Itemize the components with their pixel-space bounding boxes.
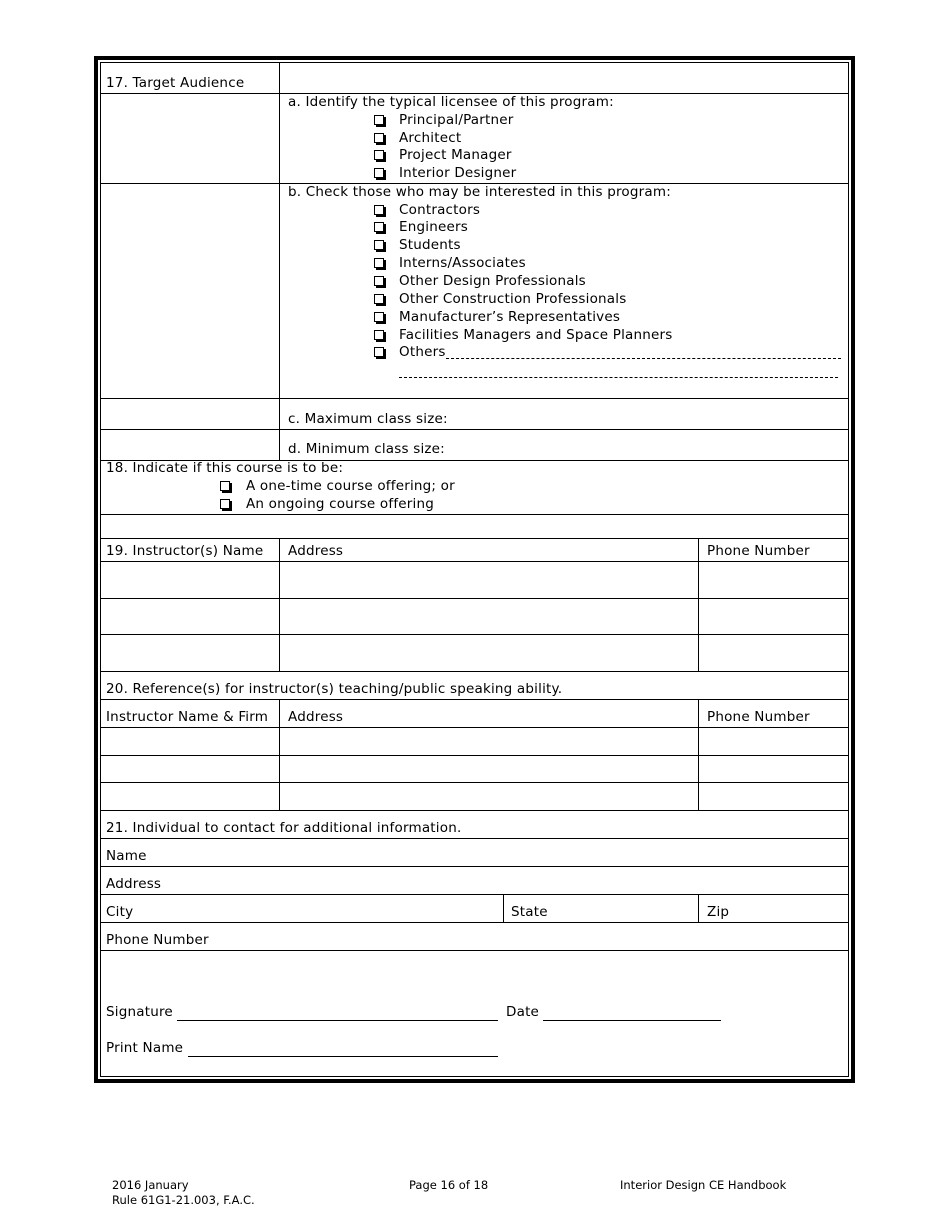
reference-address-header: Address <box>288 709 344 725</box>
row-divider <box>100 634 849 635</box>
option-label: Others <box>399 344 446 360</box>
contact-state-label: State <box>511 904 548 920</box>
signature-label: Signature <box>106 1004 173 1020</box>
row-divider <box>100 538 849 539</box>
contact-phone-label: Phone Number <box>106 932 209 948</box>
contact-name-label: Name <box>106 848 147 864</box>
phone-header: Phone Number <box>707 543 810 559</box>
column-divider <box>279 62 280 460</box>
address-header: Address <box>288 543 344 559</box>
references-label: 20. Reference(s) for instructor(s) teaching/public speaking ability. <box>106 681 563 697</box>
date-line[interactable] <box>543 1020 721 1021</box>
column-divider <box>279 699 280 810</box>
row-divider <box>100 398 849 399</box>
row-divider <box>100 755 849 756</box>
target-audience-label: 17. Target Audience <box>106 75 245 91</box>
checkbox-architect[interactable] <box>374 133 384 143</box>
option-label: Other Construction Professionals <box>399 291 627 307</box>
checkbox-principal-partner[interactable] <box>374 115 384 125</box>
instructor-name-header: 19. Instructor(s) Name <box>106 543 264 559</box>
checkbox-engineers[interactable] <box>374 222 384 232</box>
row-divider <box>100 894 849 895</box>
contact-label: 21. Individual to contact for additional information. <box>106 820 462 836</box>
row-divider <box>100 810 849 811</box>
row-divider <box>100 699 849 700</box>
row-divider <box>100 922 849 923</box>
checkbox-contractors[interactable] <box>374 205 384 215</box>
max-class-size-label: c. Maximum class size: <box>288 411 448 427</box>
checkbox-students[interactable] <box>374 240 384 250</box>
checkbox-others[interactable] <box>374 347 384 357</box>
row-divider <box>100 727 849 728</box>
column-divider <box>279 538 280 671</box>
row-divider <box>100 950 849 951</box>
option-label: Manufacturer’s Representatives <box>399 309 621 325</box>
checkbox-facilities-managers[interactable] <box>374 330 384 340</box>
others-fill-line[interactable] <box>446 358 841 359</box>
option-label: Architect <box>399 130 462 146</box>
footer-page-number: Page 16 of 18 <box>409 1178 489 1192</box>
option-label: Students <box>399 237 461 253</box>
option-label: Interns/Associates <box>399 255 526 271</box>
reference-phone-header: Phone Number <box>707 709 810 725</box>
row-divider <box>100 561 849 562</box>
column-divider <box>698 894 699 922</box>
course-type-label: 18. Indicate if this course is to be: <box>106 460 344 476</box>
checkbox-project-manager[interactable] <box>374 150 384 160</box>
licensee-prompt: a. Identify the typical licensee of this program: <box>288 94 614 110</box>
contact-city-label: City <box>106 904 134 920</box>
option-label: Contractors <box>399 202 481 218</box>
checkbox-interior-designer[interactable] <box>374 168 384 178</box>
checkbox-manufacturers-representatives[interactable] <box>374 312 384 322</box>
others-fill-line-2[interactable] <box>399 377 838 378</box>
reference-name-header: Instructor Name & Firm <box>106 709 269 725</box>
row-divider <box>100 598 849 599</box>
contact-zip-label: Zip <box>707 904 730 920</box>
option-label: A one-time course offering; or <box>246 478 455 494</box>
date-label: Date <box>506 1004 540 1020</box>
option-label: Engineers <box>399 219 468 235</box>
interested-prompt: b. Check those who may be interested in this program: <box>288 184 671 200</box>
option-label: Project Manager <box>399 147 512 163</box>
footer-date: 2016 January <box>112 1178 189 1192</box>
footer-rule: Rule 61G1-21.003, F.A.C. <box>112 1193 255 1207</box>
footer-handbook-title: Interior Design CE Handbook <box>620 1178 787 1192</box>
print-name-line[interactable] <box>188 1056 498 1057</box>
print-name-label: Print Name <box>106 1040 184 1056</box>
option-label: Interior Designer <box>399 165 517 181</box>
option-label: An ongoing course offering <box>246 496 435 512</box>
checkbox-ongoing-offering[interactable] <box>220 499 230 509</box>
checkbox-interns-associates[interactable] <box>374 258 384 268</box>
checkbox-one-time-offering[interactable] <box>220 481 230 491</box>
row-divider <box>100 429 849 430</box>
contact-address-label: Address <box>106 876 162 892</box>
checkbox-other-construction-professionals[interactable] <box>374 294 384 304</box>
row-divider <box>100 671 849 672</box>
option-label: Other Design Professionals <box>399 273 586 289</box>
option-label: Principal/Partner <box>399 112 514 128</box>
column-divider <box>698 538 699 671</box>
row-divider <box>100 514 849 515</box>
option-label: Facilities Managers and Space Planners <box>399 327 673 343</box>
signature-line[interactable] <box>177 1020 498 1021</box>
column-divider <box>698 699 699 810</box>
row-divider <box>100 866 849 867</box>
column-divider <box>503 894 504 922</box>
row-divider <box>100 838 849 839</box>
checkbox-other-design-professionals[interactable] <box>374 276 384 286</box>
row-divider <box>100 782 849 783</box>
min-class-size-label: d. Minimum class size: <box>288 441 445 457</box>
